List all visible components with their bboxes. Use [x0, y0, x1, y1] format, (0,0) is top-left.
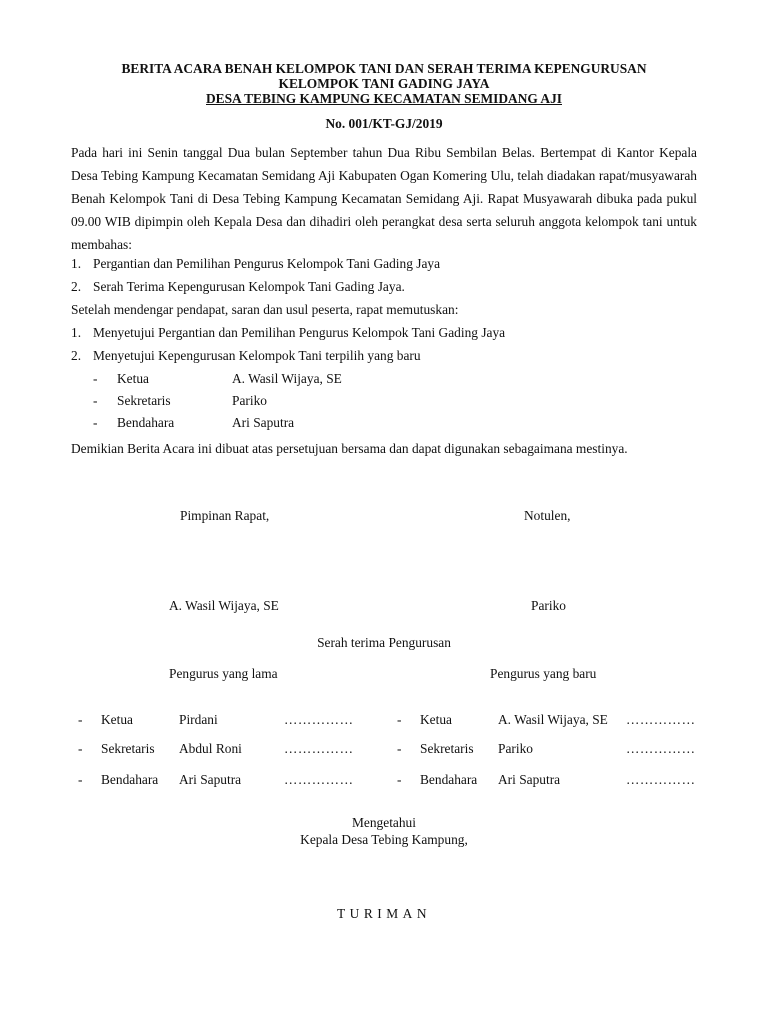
decision-item-1: Menyetujui Pergantian dan Pemilihan Pengurus Kelompok Tani Gading Jaya — [93, 325, 506, 340]
board-name-bendahara: Ari Saputra — [232, 415, 295, 430]
new-signature-line-sekretaris: …………… — [626, 741, 696, 756]
old-row-dash: - — [78, 741, 83, 756]
signature-name-right: Pariko — [531, 598, 566, 613]
acknowledgement-line-1: Mengetahui — [352, 815, 416, 830]
board-role-bendahara: Bendahara — [117, 415, 175, 430]
agenda-item-1: Pergantian dan Pemilihan Pengurus Kelompok Tani Gading Jaya — [93, 256, 441, 271]
old-role-bendahara: Bendahara — [101, 772, 159, 787]
agenda-number-2: 2. — [71, 279, 82, 294]
old-name-sekretaris: Abdul Roni — [179, 741, 242, 756]
title-line-2: KELOMPOK TANI GADING JAYA — [278, 76, 490, 91]
old-role-ketua: Ketua — [101, 712, 133, 727]
old-signature-line-bendahara: …………… — [284, 772, 354, 787]
old-signature-line-ketua: …………… — [284, 712, 354, 727]
board-dash: - — [93, 415, 98, 430]
agenda-item-2: Serah Terima Kepengurusan Kelompok Tani Gading Jaya. — [93, 279, 405, 294]
new-role-bendahara: Bendahara — [420, 772, 478, 787]
title-line-3: DESA TEBING KAMPUNG KECAMATAN SEMIDANG AJI — [206, 91, 562, 106]
decision-intro: Setelah mendengar pendapat, saran dan usul peserta, rapat memutuskan: — [71, 302, 459, 317]
acknowledgement-line-2: Kepala Desa Tebing Kampung, — [300, 832, 468, 847]
new-name-sekretaris: Pariko — [498, 741, 533, 756]
new-board-heading: Pengurus yang baru — [490, 666, 597, 681]
old-row-dash: - — [78, 772, 83, 787]
new-signature-line-ketua: …………… — [626, 712, 696, 727]
document-number: No. 001/KT-GJ/2019 — [325, 116, 443, 131]
old-board-heading: Pengurus yang lama — [169, 666, 278, 681]
board-dash: - — [93, 371, 98, 386]
village-head-name: TURIMAN — [337, 906, 431, 921]
new-name-bendahara: Ari Saputra — [498, 772, 561, 787]
board-name-sekretaris: Pariko — [232, 393, 267, 408]
agenda-number-1: 1. — [71, 256, 82, 271]
new-signature-line-bendahara: …………… — [626, 772, 696, 787]
closing-paragraph: Demikian Berita Acara ini dibuat atas persetujuan bersama dan dapat digunakan sebagaimana mestinya. — [71, 441, 628, 456]
new-row-dash: - — [397, 741, 402, 756]
decision-number-2: 2. — [71, 348, 82, 363]
signature-name-left: A. Wasil Wijaya, SE — [169, 598, 279, 613]
board-role-ketua: Ketua — [117, 371, 149, 386]
board-dash: - — [93, 393, 98, 408]
old-role-sekretaris: Sekretaris — [101, 741, 155, 756]
opening-paragraph: Pada hari ini Senin tanggal Dua bulan September tahun Dua Ribu Sembilan Belas. Bertempat di Kantor Kepala Desa Tebing Kampung Kecamatan Semidang Aji Kabupaten Ogan Komering Ulu, telah diadakan rapat/musyawarah Benah Kelompok Tani di Desa Tebing Kampung Kecamatan Semidang Aji. Rapat Musyawarah dibuka pada pukul 09.00 WIB dipimpin oleh Kepala Desa dan dihadiri oleh perangkat desa serta seluruh anggota kelompok tani untuk membahas: — [71, 145, 697, 253]
new-row-dash: - — [397, 712, 402, 727]
title-line-1: BERITA ACARA BENAH KELOMPOK TANI DAN SERAH TERIMA KEPENGURUSAN — [121, 61, 647, 76]
signature-title-left: Pimpinan Rapat, — [180, 508, 270, 523]
handover-title: Serah terima Pengurusan — [317, 635, 451, 650]
new-role-ketua: Ketua — [420, 712, 452, 727]
signature-title-right: Notulen, — [524, 508, 571, 523]
document-title — [0, 61, 768, 106]
decision-item-2: Menyetujui Kepengurusan Kelompok Tani terpilih yang baru — [93, 348, 421, 363]
old-row-dash: - — [78, 712, 83, 727]
board-name-ketua: A. Wasil Wijaya, SE — [232, 371, 342, 386]
old-name-bendahara: Ari Saputra — [179, 772, 242, 787]
decision-number-1: 1. — [71, 325, 82, 340]
board-role-sekretaris: Sekretaris — [117, 393, 171, 408]
old-name-ketua: Pirdani — [179, 712, 218, 727]
old-signature-line-sekretaris: …………… — [284, 741, 354, 756]
new-role-sekretaris: Sekretaris — [420, 741, 474, 756]
new-name-ketua: A. Wasil Wijaya, SE — [498, 712, 608, 727]
new-row-dash: - — [397, 772, 402, 787]
